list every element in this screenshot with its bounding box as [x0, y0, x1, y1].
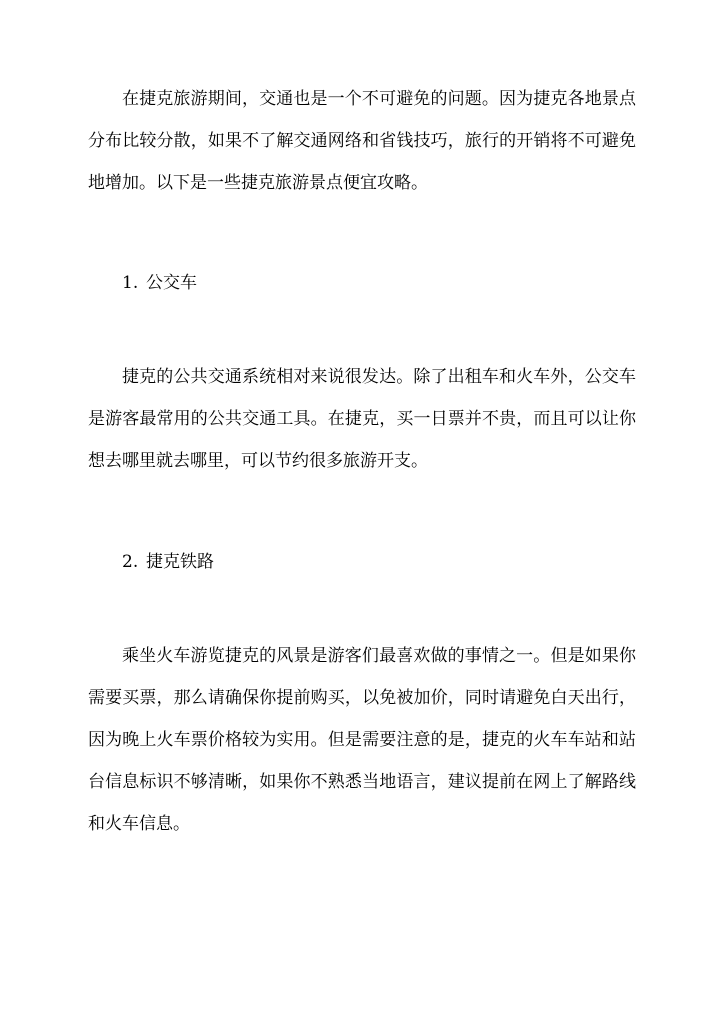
section-title: 公交车 — [146, 273, 197, 293]
section-number: 2. — [122, 552, 139, 572]
section-number: 1. — [122, 273, 139, 293]
section-heading-railway — [122, 541, 214, 583]
intro-paragraph: 在捷克旅游期间，交通也是一个不可避免的问题。因为捷克各地景点分布比较分散，如果不了解交通网络和省钱技巧，旅行的开销将不可避免地增加。以下是一些捷克旅游景点便宜攻略。 — [88, 89, 636, 193]
section-heading-bus — [122, 262, 197, 304]
section-title: 捷克铁路 — [146, 552, 214, 572]
bus-paragraph: 捷克的公共交通系统相对来说很发达。除了出租车和火车外，公交车是游客最常用的公共交通工具。在捷克，买一日票并不贵，而且可以让你想去哪里就去哪里，可以节约很多旅游开支。 — [88, 367, 636, 471]
railway-paragraph: 乘坐火车游览捷克的风景是游客们最喜欢做的事情之一。但是如果你需要买票，那么请确保你提前购买，以免被加价，同时请避免白天出行，因为晚上火车票价格较为实用。但是需要注意的是，捷克的火车车站和站台信息标识不够清晰，如果你不熟悉当地语言，建议提前在网上了解路线和火车信息。 — [88, 646, 636, 834]
